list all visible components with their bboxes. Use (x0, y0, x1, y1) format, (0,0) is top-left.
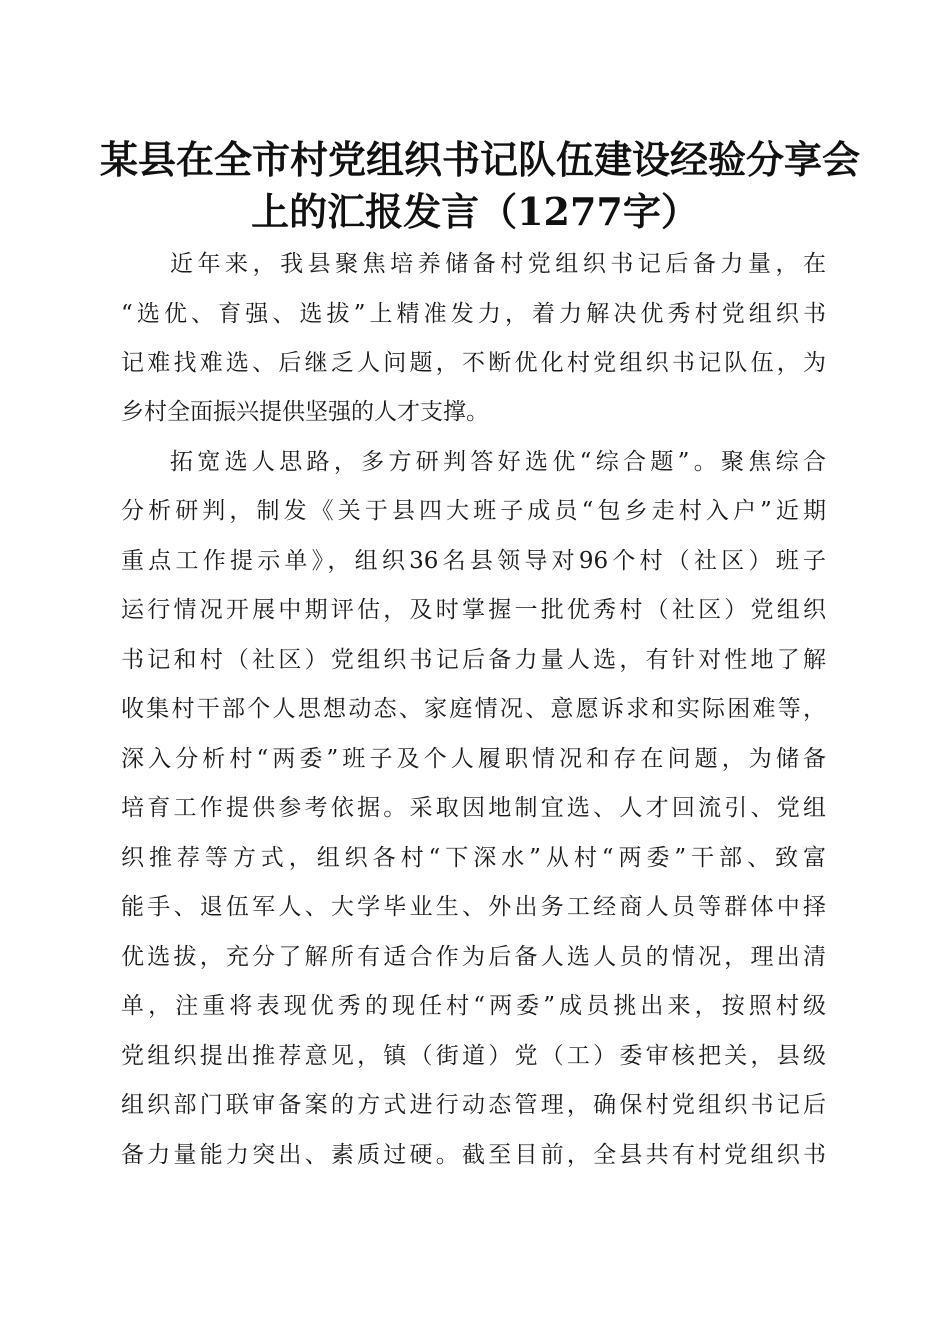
paragraph-line: 单，注重将表现优秀的现任村“两委”成员挑出来，按照村级 (121, 993, 826, 1019)
paragraph-line: 近年来，我县聚焦培养储备村党组织书记后备力量，在 (170, 251, 826, 277)
paragraph-line: 书记和村（社区）党组织书记后备力量人选，有针对性地了解 (121, 647, 826, 673)
paragraph-line: 拓宽选人思路，多方研判答好选优“综合题”。聚焦综合 (170, 449, 826, 475)
paragraph-line: 深入分析村“两委”班子及个人履职情况和存在问题，为储备 (121, 746, 826, 772)
paragraph-line: 能手、退伍军人、大学毕业生、外出务工经商人员等群体中择 (121, 894, 826, 920)
document-title-line-2: 上的汇报发言（1277字） (251, 189, 699, 234)
paragraph-line: 分析研判，制发《关于县四大班子成员“包乡走村入户”近期 (121, 498, 826, 524)
paragraph-line: 党组织提出推荐意见，镇（街道）党（工）委审核把关，县级 (121, 1043, 826, 1069)
paragraph-line: 收集村干部个人思想动态、家庭情况、意愿诉求和实际困难等， (121, 696, 826, 722)
paragraph-line: 重点工作提示单》，组织36名县领导对96个村（社区）班子 (121, 548, 826, 574)
paragraph-line: 组织部门联审备案的方式进行动态管理，确保村党组织书记后 (121, 1092, 826, 1118)
paragraph-line: 备力量能力突出、素质过硬。截至目前，全县共有村党组织书 (121, 1142, 826, 1168)
paragraph-line: 优选拔，充分了解所有适合作为后备人选人员的情况，理出清 (121, 944, 826, 970)
paragraph-line: 记难找难选、后继乏人问题，不断优化村党组织书记队伍，为 (121, 350, 826, 376)
document-title-line-1: 某县在全市村党组织书记队伍建设经验分享会 (100, 137, 861, 182)
paragraph-line: 运行情况开展中期评估，及时掌握一批优秀村（社区）党组织 (121, 597, 826, 623)
paragraph-line: 乡村全面振兴提供坚强的人才支撑。 (121, 399, 489, 425)
paragraph-line: “选优、育强、选拔”上精准发力，着力解决优秀村党组织书 (121, 301, 826, 327)
paragraph-line: 织推荐等方式，组织各村“下深水”从村“两委”干部、致富 (121, 845, 826, 871)
paragraph-line: 培育工作提供参考依据。采取因地制宜选、人才回流引、党组 (121, 795, 826, 821)
